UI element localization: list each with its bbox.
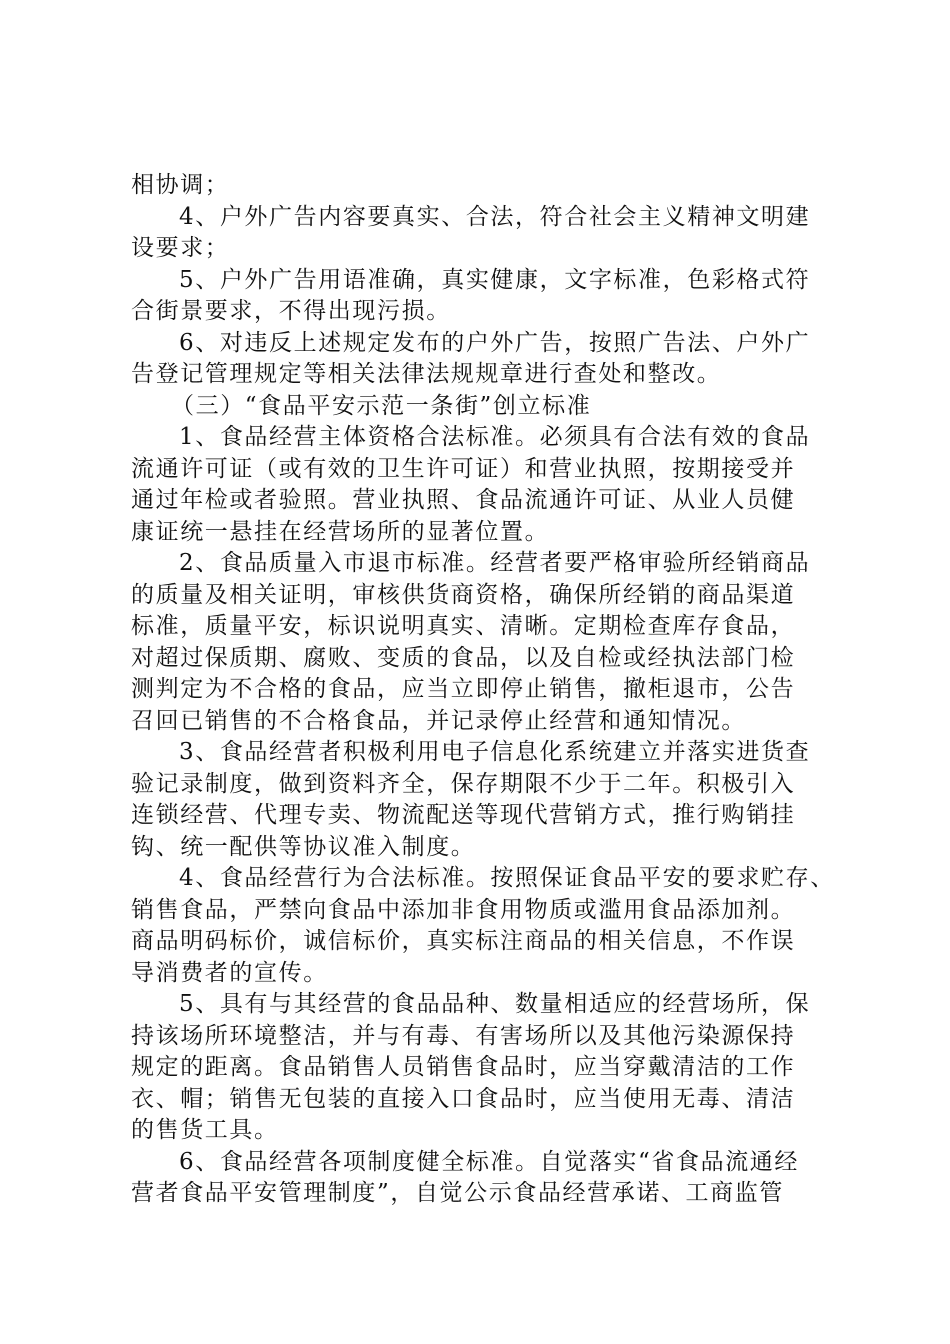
text-line: 4、食品经营行为合法标准。按照保证食品平安的要求贮存、 [179, 865, 835, 891]
text-line: 5、具有与其经营的食品品种、数量相适应的经营场所，保 [179, 991, 811, 1017]
text-line: 4、户外广告内容要真实、合法，符合社会主义精神文明建 [179, 203, 811, 230]
text-line: 6、食品经营各项制度健全标准。自觉落实“省食品流通经 [179, 1148, 799, 1175]
text-line: 对超过保质期、腐败、变质的食品，以及自检或经执法部门检 [131, 644, 796, 671]
text-line: 6、对违反上述规定发布的户外广告，按照广告法、户外广 [179, 329, 811, 356]
text-line: 告登记管理规定等相关法律法规规章进行查处和整改。 [131, 361, 722, 387]
text-line: 康证统一悬挂在经营场所的显著位置。 [131, 518, 550, 545]
text-line: 流通许可证（或有效的卫生许可证）和营业执照，按期接受并 [131, 455, 796, 482]
text-line: 钩、统一配供等协议准入制度。 [131, 833, 476, 860]
text-line: 商品明码标价，诚信标价，真实标注商品的相关信息，不作误 [131, 928, 796, 954]
text-line: 相协调； [131, 172, 230, 198]
text-line: 连锁经营、代理专卖、物流配送等现代营销方式，推行购销挂 [131, 802, 796, 828]
text-line: 2、食品质量入市退市标准。经营者要严格审验所经销商品 [179, 550, 811, 576]
text-line: 的售货工具。 [131, 1117, 279, 1143]
text-line: 通过年检或者验照。营业执照、食品流通许可证、从业人员健 [131, 487, 796, 513]
text-line: 的质量及相关证明，审核供货商资格，确保所经销的商品渠道 [131, 581, 796, 608]
text-line: 5、户外广告用语准确，真实健康，文字标准，色彩格式符 [179, 266, 811, 293]
text-line: 3、食品经营者积极利用电子信息化系统建立并落实进货查 [179, 739, 811, 765]
text-line: 合街景要求，不得出现污损。 [131, 298, 451, 324]
text-line: 导消费者的宣传。 [131, 959, 328, 986]
text-line: 1、食品经营主体资格合法标准。必须具有合法有效的食品 [179, 424, 811, 450]
text-line: 衣、帽；销售无包装的直接入口食品时，应当使用无毒、清洁 [131, 1085, 796, 1112]
section-heading: （三）“食品平安示范一条街”创立标准 [171, 392, 592, 419]
text-line: 销售食品，严禁向食品中添加非食用物质或滥用食品添加剂。 [131, 896, 796, 923]
text-line: 设要求； [131, 235, 230, 261]
text-line: 召回已销售的不合格食品，并记录停止经营和通知情况。 [131, 707, 746, 734]
text-line: 标准，质量平安，标识说明真实、清晰。定期检查库存食品， [131, 613, 796, 639]
text-line: 验记录制度，做到资料齐全，保存期限不少于二年。积极引入 [131, 770, 796, 797]
document-body [131, 170, 837, 1210]
text-line: 测判定为不合格的食品，应当立即停止销售，撤柜退市，公告 [131, 676, 796, 702]
text-line: 规定的距离。食品销售人员销售食品时，应当穿戴清洁的工作 [131, 1054, 796, 1080]
text-line: 持该场所环境整洁，并与有毒、有害场所以及其他污染源保持 [131, 1022, 796, 1049]
text-line: 营者食品平安管理制度”，自觉公示食品经营承诺、工商监管 [131, 1180, 784, 1206]
